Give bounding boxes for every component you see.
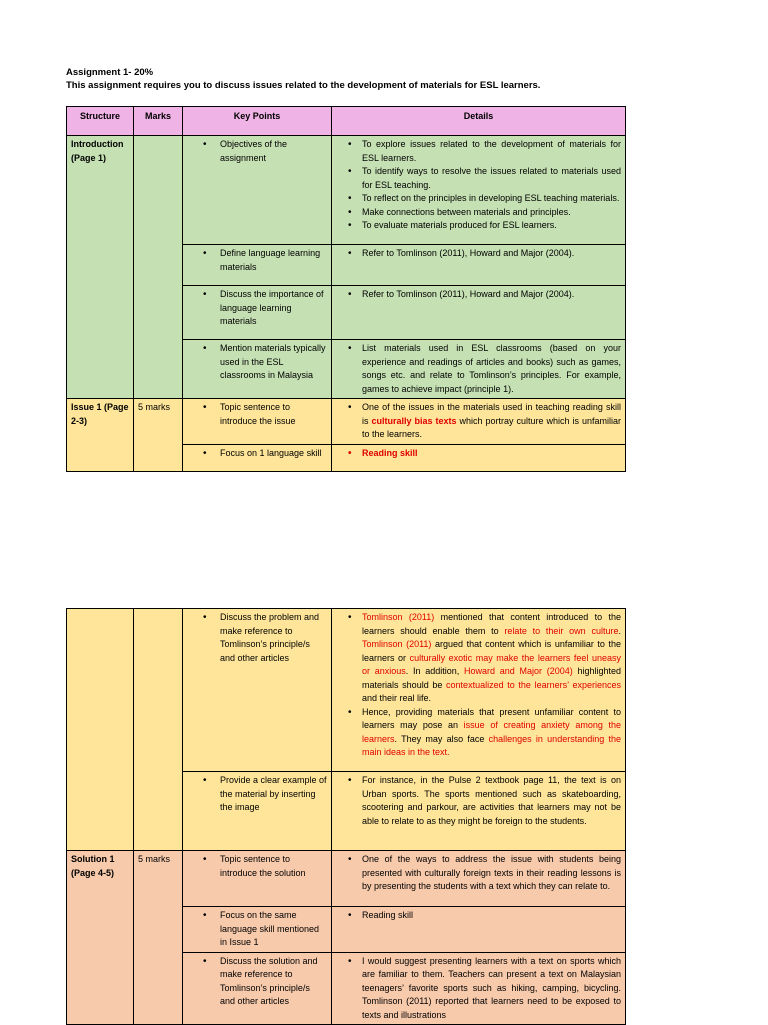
marks-cell-issue-1-continued <box>134 609 183 851</box>
list-item: • Refer to Tomlinson (2011), Howard and Major (2004). <box>336 288 621 302</box>
detail-text: . They may also face <box>394 733 489 744</box>
detail-text: argued that content which is unfamiliar to the learners or <box>362 639 621 663</box>
list-item: • Focus on 1 language skill <box>187 447 327 461</box>
details-cell <box>332 609 626 772</box>
column-header-marks: Marks <box>134 107 183 136</box>
list-item <box>336 401 621 442</box>
detail-text: Tomlinson (2011) <box>362 612 435 622</box>
key-point-cell <box>183 444 332 471</box>
detail-text: Hence, providing materials that present unfamiliar content to learners may pose an <box>362 706 621 730</box>
assignment-table-1 <box>66 106 626 472</box>
structure-cell-issue-1: Issue 1 (Page 2-3) <box>67 399 134 472</box>
structure-cell-issue-1-continued <box>67 609 134 851</box>
structure-cell-introduction: Introduction (Page 1) <box>67 136 134 399</box>
list-item: • Reading skill <box>336 447 621 461</box>
list-item <box>336 611 621 706</box>
detail-text: which portray culture which is unfamiliar to the learners. <box>362 415 622 439</box>
list-item: • To explore issues related to the development of materials for ESL learners. <box>336 138 621 165</box>
detail-text: issue of creating anxiety among the learners <box>362 720 621 744</box>
table-header-row <box>67 107 626 136</box>
details-cell <box>332 444 626 471</box>
list-item: • Discuss the importance of language learning materials <box>187 288 327 329</box>
details-cell <box>332 851 626 907</box>
key-point-cell <box>183 399 332 445</box>
detail-text: mentioned that content introduced to the learners should enable them to <box>362 612 621 636</box>
detail-text: and their real life. <box>362 693 432 703</box>
list-item: • To identify ways to resolve the issues related to materials used for ESL teaching. <box>336 165 621 192</box>
column-header-key-points: Key Points <box>183 107 332 136</box>
key-point-cell <box>183 851 332 907</box>
details-cell <box>332 399 626 445</box>
marks-cell-solution-1: 5 marks <box>134 851 183 1025</box>
key-point-cell <box>183 772 332 851</box>
detail-text: highlighted materials should be <box>362 666 621 690</box>
key-point-cell <box>183 340 332 399</box>
detail-text: challenges in understanding the main ideas in the text. <box>362 733 621 757</box>
detail-text: . In addition, <box>405 666 464 676</box>
table-row <box>67 136 626 245</box>
detail-text: One of the issues in the materials used in teaching reading skill is <box>362 402 621 426</box>
table-row <box>67 399 626 445</box>
list-item: • One of the ways to address the issue with students being presented with culturally foreign texts in their reading lessons is by presenting the students with a text which they can relate to. <box>336 853 621 894</box>
list-item: • List materials used in ESL classrooms (based on your experience and readings of articles and books) such as games, songs etc. and relate to Tomlinson’s principles. For example, games to achieve impact (principle 1). <box>336 342 621 396</box>
detail-text: . <box>618 625 621 636</box>
key-point-cell <box>183 609 332 772</box>
list-item: • For instance, in the Pulse 2 textbook page 11, the text is on Urban sports. The sports mentioned such as skateboarding, scootering and parkour, are activities that learners may not be able to relate to as they might be foreign to the students. <box>336 774 621 828</box>
key-point-cell <box>183 952 332 1025</box>
list-item: • To reflect on the principles in developing ESL teaching materials. <box>336 192 621 206</box>
structure-cell-solution-1: Solution 1 (Page 4-5) <box>67 851 134 1025</box>
list-item: • Refer to Tomlinson (2011), Howard and Major (2004). <box>336 247 621 261</box>
list-item: • Focus on the same language skill mentioned in Issue 1 <box>187 909 327 950</box>
assignment-title: Assignment 1- 20% <box>66 67 154 78</box>
table-row <box>67 851 626 907</box>
detail-text: culturally exotic may make the learners feel uneasy or anxious <box>362 652 621 676</box>
list-item <box>336 706 621 760</box>
detail-text: contextualized to the learners’ experiences <box>446 679 621 690</box>
list-item: • Discuss the problem and make reference to Tomlinson’s principle/s and other articles <box>187 611 327 665</box>
list-item: • Provide a clear example of the material by inserting the image <box>187 774 327 815</box>
key-point-cell <box>183 286 332 340</box>
list-item: • Define language learning materials <box>187 247 327 274</box>
key-point-cell <box>183 907 332 953</box>
detail-text: relate to their own culture <box>504 625 619 636</box>
details-cell <box>332 340 626 399</box>
details-cell <box>332 136 626 245</box>
key-point-cell <box>183 245 332 286</box>
detail-text: Tomlinson (2011) <box>362 639 432 649</box>
assignment-table-2 <box>66 608 626 1025</box>
list-item: • Discuss the solution and make reference to Tomlinson’s principle/s and other articles <box>187 955 327 1009</box>
marks-cell-introduction <box>134 136 183 399</box>
assignment-description: This assignment requires you to discuss issues related to the development of materials for ESL learners. <box>66 80 541 91</box>
list-item: • Topic sentence to introduce the solution <box>187 853 327 880</box>
details-cell <box>332 952 626 1025</box>
emphasis-text: culturally bias texts <box>371 415 457 426</box>
list-item: • To evaluate materials produced for ESL learners. <box>336 219 621 233</box>
list-item: • Make connections between materials and principles. <box>336 206 621 220</box>
key-point-cell <box>183 136 332 245</box>
detail-text: Howard and Major (2004) <box>463 666 573 676</box>
list-item: • Topic sentence to introduce the issue <box>187 401 327 428</box>
table-row <box>67 609 626 772</box>
details-cell <box>332 286 626 340</box>
details-cell <box>332 245 626 286</box>
list-item: • Mention materials typically used in the ESL classrooms in Malaysia <box>187 342 327 383</box>
column-header-structure: Structure <box>67 107 134 136</box>
list-item: • I would suggest presenting learners with a text on sports which are familiar to them. Teachers can present a text on Malaysian teenagers’ favorite sports such as hiking, camping, bicycling. Tomlinson (2011) reported that learners need to be exposed to texts and illustrations <box>336 955 621 1023</box>
list-item: • Objectives of the assignment <box>187 138 327 165</box>
list-item: • Reading skill <box>336 909 621 923</box>
details-cell <box>332 907 626 953</box>
marks-cell-issue-1: 5 marks <box>134 399 183 472</box>
column-header-details: Details <box>332 107 626 136</box>
details-cell <box>332 772 626 851</box>
